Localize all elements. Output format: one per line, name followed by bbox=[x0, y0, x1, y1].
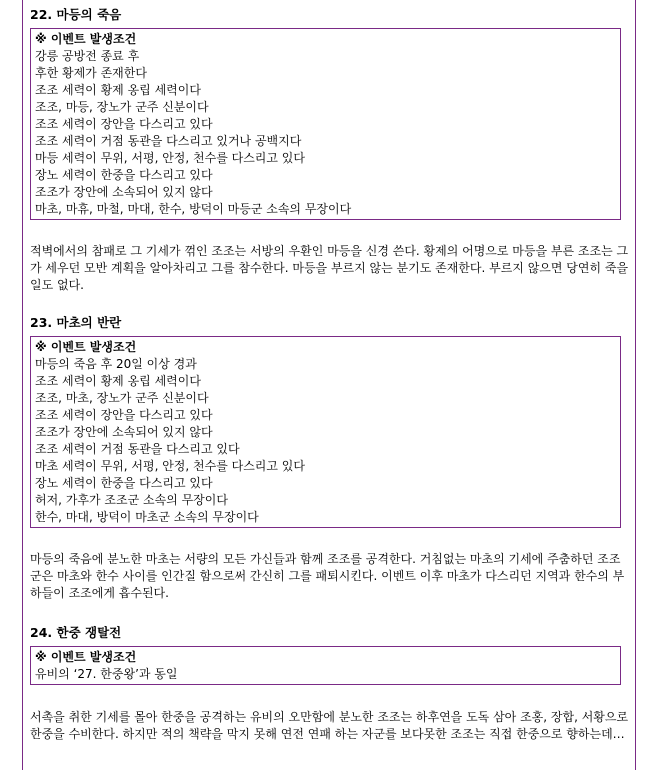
condition-line: 장노 세력이 한중을 다스리고 있다 bbox=[35, 168, 213, 182]
condition-line: 조조, 마등, 장노가 군주 신분이다 bbox=[35, 100, 209, 114]
condition-line: 조조가 장안에 소속되어 있지 않다 bbox=[35, 185, 213, 199]
event-condition-box bbox=[30, 646, 621, 685]
event-condition-box bbox=[30, 28, 621, 220]
section-paragraph: 서촉을 취한 기세를 몰아 한중을 공격하는 유비의 오만함에 분노한 조조는 하후연을 도독 삼아 조홍, 장합, 서황으로 한중을 수비한다. 하지만 적의 책략을 막지 못해 연전 연패 하는 자군를 보다못한 조조는 직접 한중으로 향하는데… bbox=[30, 710, 629, 741]
section-heading: 23. 마초의 반란 bbox=[30, 315, 122, 330]
condition-line: 마초, 마휴, 마철, 마대, 한수, 방덕이 마등군 소속의 무장이다 bbox=[35, 202, 352, 216]
condition-line: 조조가 장안에 소속되어 있지 않다 bbox=[35, 425, 213, 439]
event-condition-box bbox=[30, 336, 621, 528]
condition-line: 조조 세력이 거점 동관을 다스리고 있거나 공백지다 bbox=[35, 134, 302, 148]
condition-title: ※ 이벤트 발생조건 bbox=[35, 340, 137, 354]
section-paragraph: 마등의 죽음에 분노한 마초는 서량의 모든 가신들과 함께 조조를 공격한다. 거침없는 마초의 기세에 주춤하던 조조군은 마초와 한수 사이를 인간질 함으로써 간신히 그를 패퇴시킨다. 이벤트 이후 마초가 다스리던 지역과 한수의 부하들이 조조에게 흡수된다. bbox=[30, 552, 625, 600]
condition-line: 조조 세력이 장안을 다스리고 있다 bbox=[35, 117, 213, 131]
condition-line: 조조, 마초, 장노가 군주 신분이다 bbox=[35, 391, 209, 405]
condition-line: 장노 세력이 한중을 다스리고 있다 bbox=[35, 476, 213, 490]
section-24 bbox=[30, 624, 630, 685]
condition-line: 후한 황제가 존재한다 bbox=[35, 66, 147, 80]
condition-line: 마초 세력이 무위, 서평, 안정, 천수를 다스리고 있다 bbox=[35, 459, 305, 473]
condition-line: 허저, 가후가 조조군 소속의 무장이다 bbox=[35, 493, 228, 507]
condition-title: ※ 이벤트 발생조건 bbox=[35, 650, 137, 664]
section-23 bbox=[30, 314, 630, 528]
section-paragraph: 적벽에서의 참패로 그 기세가 꺾인 조조는 서방의 우환인 마등을 신경 쓴다. 황제의 어명으로 마등을 부른 조조는 그가 세우던 모반 계획을 알아차리고 그를 참수한다. 마등을 부르지 않는 분기도 존재한다. 부르지 않으면 당연히 죽을 일도 없다. bbox=[30, 244, 629, 292]
condition-line: 조조 세력이 황제 옹립 세력이다 bbox=[35, 83, 201, 97]
condition-line: 강릉 공방전 종료 후 bbox=[35, 49, 140, 63]
section-heading: 24. 한중 쟁탈전 bbox=[30, 625, 122, 640]
condition-line: 조조 세력이 장안을 다스리고 있다 bbox=[35, 408, 213, 422]
section-heading: 22. 마등의 죽음 bbox=[30, 7, 122, 22]
condition-line: 조조 세력이 황제 옹립 세력이다 bbox=[35, 374, 201, 388]
condition-title: ※ 이벤트 발생조건 bbox=[35, 32, 137, 46]
section-22 bbox=[30, 6, 630, 220]
condition-line: 한수, 마대, 방덕이 마초군 소속의 무장이다 bbox=[35, 510, 259, 524]
condition-line: 마등 세력이 무위, 서평, 안정, 천수를 다스리고 있다 bbox=[35, 151, 305, 165]
condition-line: 마등의 죽음 후 20일 이상 경과 bbox=[35, 357, 197, 371]
condition-line: 조조 세력이 거점 동관을 다스리고 있다 bbox=[35, 442, 240, 456]
condition-line: 유비의 ‘27. 한중왕’과 동일 bbox=[35, 667, 178, 681]
